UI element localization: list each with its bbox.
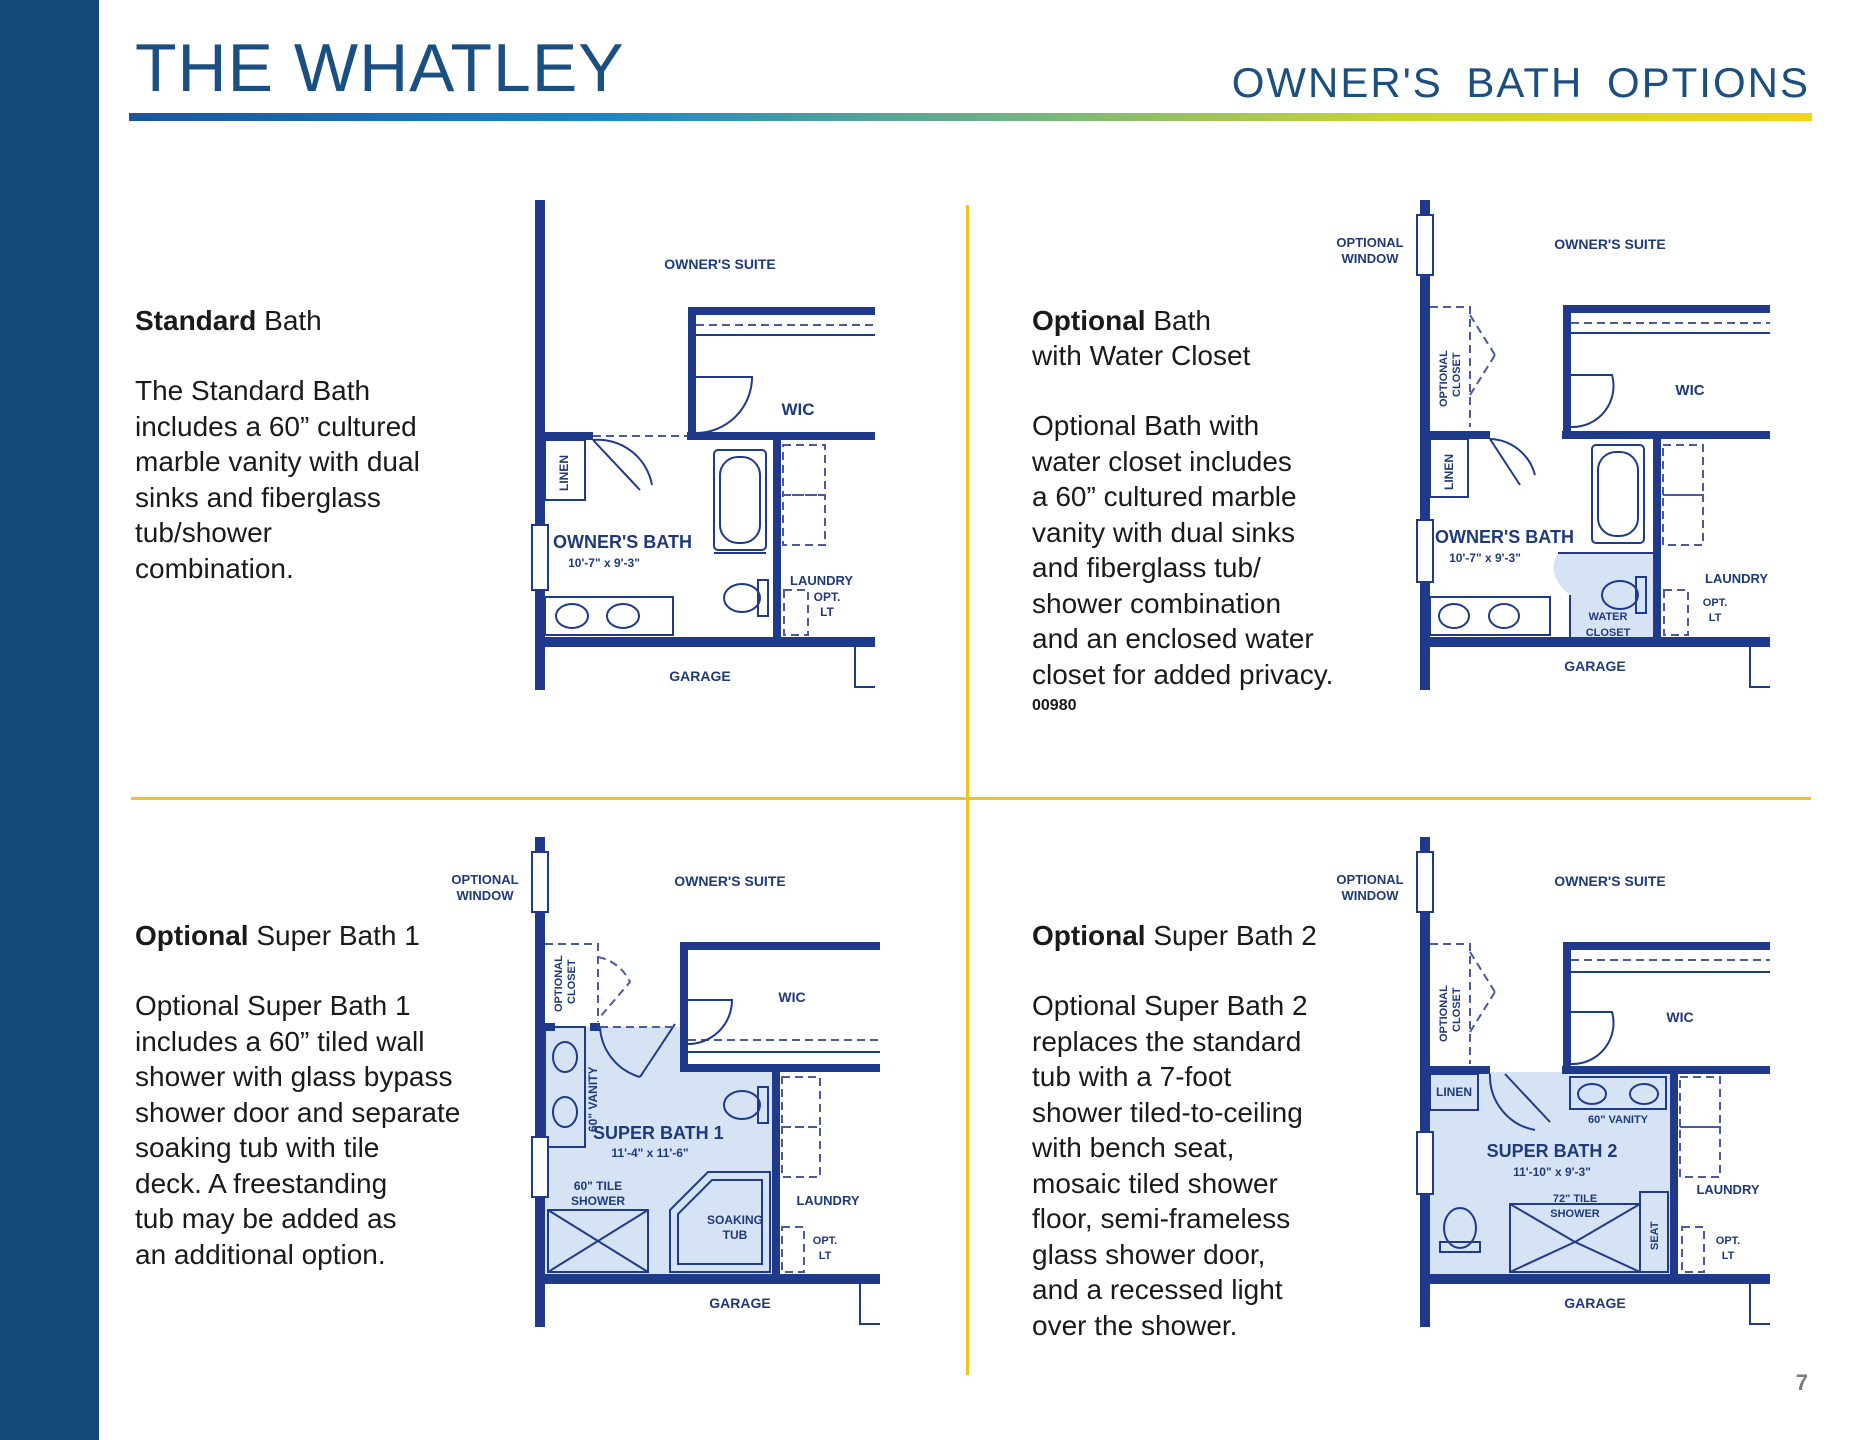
tub (1592, 445, 1644, 543)
label-lt: LT (1721, 1250, 1735, 1262)
horizontal-divider (131, 797, 1811, 800)
dryer (1663, 495, 1703, 545)
washer (782, 1077, 820, 1127)
opt-light (782, 1227, 804, 1272)
optional-closet (1430, 944, 1470, 1064)
heading-rest: Bath (256, 305, 322, 336)
label-opt: OPT. (813, 590, 841, 604)
super-bath-1-description: Optional Super Bath 1 includes a 60” tiled wall shower with glass bypass shower door and separate soaking tub with tile deck. A freestanding tub may be added as an additional option. (135, 990, 461, 1270)
heading-bold: Optional (1032, 305, 1146, 336)
sink (556, 604, 588, 628)
label-soaking-tub: SOAKING (706, 1213, 764, 1227)
garage-step (855, 647, 875, 687)
label-optional-window: WINDOW (456, 888, 514, 903)
garage-step (1750, 1284, 1770, 1324)
tub-basin (720, 457, 760, 543)
label-optional-window: WINDOW (1341, 251, 1399, 266)
label-shower: SHOWER (571, 1194, 625, 1208)
label-laundry: LAUNDRY (1705, 571, 1769, 586)
label-linen: LINEN (1442, 454, 1456, 490)
wic-door (1571, 1012, 1614, 1064)
tub-basin (1598, 452, 1638, 536)
label-optional-closet: OPTIONAL (1438, 985, 1450, 1042)
label-optional-closet: CLOSET (566, 959, 578, 1004)
label-optional-closet: OPTIONAL (553, 955, 565, 1012)
washer (783, 445, 825, 495)
label-owners-suite: OWNER'S SUITE (1554, 236, 1666, 252)
wic-wall (688, 307, 875, 315)
optional-closet-door (598, 957, 630, 1017)
wic-door (1571, 375, 1614, 427)
garage-step (1750, 647, 1770, 687)
label-optional-closet: CLOSET (1451, 352, 1463, 397)
bath-door-swing (1490, 439, 1535, 475)
label-garage: GARAGE (1564, 658, 1626, 674)
south-wall (1430, 1274, 1770, 1284)
bath-door-swing (593, 440, 652, 485)
label-laundry: LAUNDRY (790, 573, 854, 588)
label-garage: GARAGE (1564, 1295, 1626, 1311)
heading-rest: Super Bath 2 (1145, 920, 1317, 951)
toilet-bowl (724, 584, 760, 612)
wic-wall (1563, 942, 1571, 1072)
vertical-divider (966, 205, 969, 1375)
heading-bold: Standard (135, 305, 257, 336)
page-title: THE WHATLEY (135, 30, 625, 106)
washer (1680, 1077, 1720, 1127)
label-optional-window: WINDOW (1341, 888, 1399, 903)
super-bath-2-description: Optional Super Bath 2 replaces the standard tub with a 7-foot shower tiled-to-ceiling with bench seat, mosaic tiled shower floor, semi-frameless glass shower door, and a recessed light over the shower. (1032, 990, 1308, 1341)
label-linen: LINEN (1436, 1085, 1472, 1099)
optional-closet-door (1470, 952, 1495, 1032)
label-owners-suite: OWNER'S SUITE (1554, 873, 1666, 889)
sink (607, 604, 639, 628)
label-room-size: 10'-7" x 9'-3" (1449, 551, 1521, 565)
heading-rest: Super Bath 1 (248, 920, 420, 951)
heading-line2: with Water Closet (1032, 340, 1251, 371)
window (1417, 520, 1433, 582)
laundry-wall (1653, 439, 1661, 639)
opt-light (1664, 590, 1688, 635)
west-wall (535, 200, 545, 690)
laundry-wall (773, 440, 781, 640)
wall-segment (687, 432, 875, 440)
window (1417, 1132, 1433, 1194)
wall-segment (1430, 1066, 1490, 1074)
label-room-name: SUPER BATH 1 (593, 1123, 724, 1143)
opt-light (1682, 1227, 1704, 1272)
standard-bath-floor-plan (520, 195, 880, 695)
sink (1439, 604, 1469, 628)
optional-bath-water-closet-heading (1032, 303, 1250, 373)
laundry-wall (772, 1072, 780, 1277)
dryer (1680, 1127, 1720, 1177)
optional-window (1417, 215, 1433, 275)
wic-wall (680, 942, 880, 950)
opt-light (784, 590, 808, 635)
label-laundry: LAUNDRY (796, 1193, 860, 1208)
heading-rest: Bath (1145, 305, 1211, 336)
garage-step (860, 1284, 880, 1324)
label-shower: SHOWER (1550, 1208, 1600, 1220)
label-room-name: OWNER'S BATH (1435, 527, 1574, 547)
label-optional-closet: CLOSET (1451, 987, 1463, 1032)
label-wic: WIC (1675, 382, 1705, 399)
wall-segment (1562, 1066, 1770, 1074)
label-room-size: 10'-7" x 9'-3" (568, 556, 640, 570)
sidebar-band (0, 0, 99, 1440)
label-lt: LT (820, 605, 834, 619)
label-wic: WIC (1666, 1009, 1694, 1025)
water-closet-floor-plan (1330, 195, 1770, 695)
washer (1663, 445, 1703, 495)
label-opt: OPT. (1702, 597, 1728, 609)
label-owners-suite: OWNER'S SUITE (674, 873, 786, 889)
wic-wall (1563, 305, 1571, 437)
optional-closet-door (1470, 315, 1495, 395)
label-room-size: 11'-4" x 11'-6" (611, 1146, 689, 1160)
standard-bath-description: The Standard Bath includes a 60” cultured marble vanity with dual sinks and fiberglass tub/shower combination. (135, 375, 420, 584)
label-room-name: SUPER BATH 2 (1486, 1141, 1618, 1161)
label-opt: OPT. (1715, 1235, 1741, 1247)
super-bath-1-heading (135, 918, 420, 953)
label-optional-window: OPTIONAL (1336, 872, 1404, 887)
standard-bath-heading (135, 303, 322, 338)
label-room-size: 11'-10" x 9'-3" (1513, 1165, 1591, 1179)
wic-door (696, 377, 752, 433)
label-wic: WIC (778, 989, 806, 1005)
dryer (783, 495, 825, 545)
heading-bold: Optional (1032, 920, 1146, 951)
label-water-closet: CLOSET (1585, 627, 1631, 639)
bath-door (1490, 439, 1520, 485)
label-owners-suite: OWNER'S SUITE (664, 256, 776, 272)
page-subtitle: OWNER'S BATH OPTIONS (1231, 59, 1810, 106)
wall-segment (680, 1064, 880, 1072)
optional-window (1417, 852, 1433, 912)
vanity (545, 597, 673, 635)
dryer (782, 1127, 820, 1177)
label-laundry: LAUNDRY (1696, 1182, 1760, 1197)
label-water-closet: WATER (1588, 611, 1628, 623)
wic-door (688, 1000, 732, 1044)
optional-bath-water-closet-description: Optional Bath with water closet includes a 60” cultured marble vanity with dual sinks and fiberglass tub/ shower combination and an enclosed water closet for added privacy. (1032, 410, 1334, 690)
super-bath-2-heading (1032, 918, 1317, 953)
super-bath-2-floor-plan (1330, 832, 1770, 1332)
plan-code: 00980 (1032, 697, 1077, 714)
wic-wall (1563, 305, 1770, 313)
label-garage: GARAGE (709, 1295, 771, 1311)
sink (1489, 604, 1519, 628)
label-shower: 60" TILE (573, 1179, 623, 1193)
bath-door (593, 440, 640, 490)
wall-segment (1430, 431, 1490, 439)
wic-wall (680, 942, 688, 1072)
label-vanity: 60" VANITY (1587, 1114, 1649, 1126)
label-room-name: OWNER'S BATH (553, 532, 692, 552)
header-gradient-rule (129, 113, 1812, 121)
label-opt: OPT. (812, 1235, 838, 1247)
optional-window (532, 852, 548, 912)
window (532, 525, 548, 590)
label-lt: LT (1708, 612, 1722, 624)
label-linen: LINEN (557, 455, 571, 491)
label-optional-window: OPTIONAL (451, 872, 519, 887)
label-vanity: 60" VANITY (586, 1066, 600, 1132)
wall-segment (590, 1023, 600, 1031)
label-wic: WIC (781, 400, 815, 419)
label-optional-window: OPTIONAL (1336, 235, 1404, 250)
page-number: 7 (1795, 1370, 1808, 1395)
label-optional-closet: OPTIONAL (1438, 350, 1450, 407)
heading-bold: Optional (135, 920, 249, 951)
label-lt: LT (818, 1250, 832, 1262)
label-shower: 72" TILE (1552, 1193, 1598, 1205)
label-garage: GARAGE (669, 668, 731, 684)
south-wall (545, 637, 875, 647)
south-wall (545, 1274, 880, 1284)
super-bath-1-floor-plan (440, 832, 880, 1332)
window (532, 1137, 548, 1197)
laundry-wall (1670, 1074, 1678, 1276)
optional-closet (1430, 307, 1470, 427)
wic-wall (688, 307, 696, 437)
wic-wall (1563, 942, 1770, 950)
label-seat: SEAT (1649, 1221, 1661, 1250)
label-soaking-tub: TUB (722, 1228, 748, 1242)
wall-segment (545, 432, 593, 440)
wall-segment (1562, 431, 1770, 439)
